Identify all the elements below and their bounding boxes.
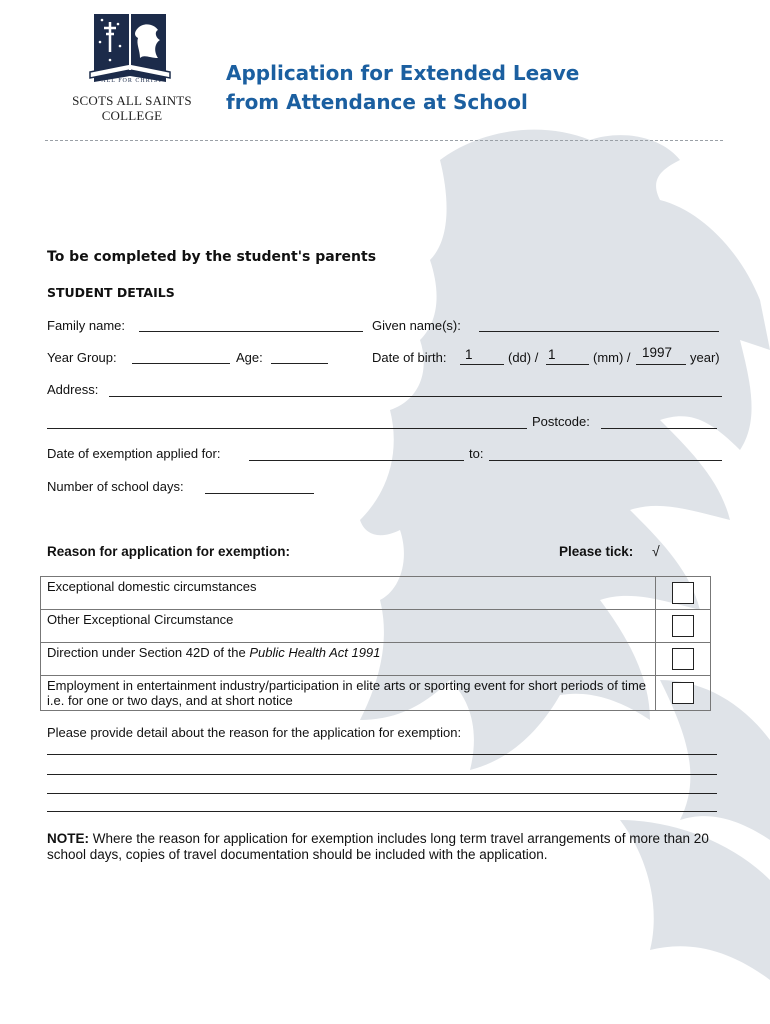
given-names-field[interactable]	[479, 331, 719, 332]
address-label: Address:	[47, 382, 99, 397]
reason-checkbox-cell	[656, 643, 711, 676]
school-days-label: Number of school days:	[47, 479, 184, 494]
reason-text: Exceptional domestic circumstances	[41, 577, 656, 610]
note-label: NOTE:	[47, 831, 89, 846]
dob-day-value: 1	[465, 347, 473, 362]
age-field[interactable]	[271, 363, 328, 364]
exemption-to-label: to:	[469, 446, 484, 461]
dob-month-suffix: (mm) /	[593, 350, 631, 365]
reason-row	[41, 643, 711, 676]
dob-year-suffix: year)	[690, 350, 720, 365]
lion-watermark-icon	[360, 120, 770, 1020]
postcode-label: Postcode:	[532, 414, 590, 429]
detail-field-line[interactable]	[47, 774, 717, 775]
reason-text-act: Public Health Act 1991	[249, 645, 381, 660]
tick-mark-icon: √	[652, 543, 660, 559]
dob-month-value: 1	[548, 347, 556, 362]
exemption-to-field[interactable]	[489, 460, 722, 461]
exemption-date-label: Date of exemption applied for:	[47, 446, 221, 461]
dob-day-suffix: (dd) /	[508, 350, 539, 365]
reasons-table	[40, 576, 711, 711]
dob-year-field[interactable]	[636, 364, 686, 365]
detail-label: Please provide detail about the reason for the application for exemption:	[47, 725, 462, 740]
dob-year-value: 1997	[642, 345, 673, 360]
year-group-field[interactable]	[132, 363, 230, 364]
reason-checkbox-cell	[656, 676, 711, 711]
reason-text	[41, 643, 656, 676]
postcode-field[interactable]	[601, 428, 717, 429]
domestic-circumstances-checkbox[interactable]	[672, 582, 694, 604]
detail-field-line[interactable]	[47, 811, 717, 812]
school-days-field[interactable]	[205, 493, 314, 494]
reason-row	[41, 610, 711, 643]
address-field-line2[interactable]	[47, 428, 527, 429]
travel-note	[47, 831, 737, 863]
reason-checkbox-cell	[656, 610, 711, 643]
note-text: Where the reason for application for exemption includes long term travel arrangements of more than 20 school days, copies of travel documentation should be included with the application.	[47, 831, 709, 862]
college-motto: ALL FOR CHRIST	[101, 78, 163, 84]
reason-checkbox-cell	[656, 577, 711, 610]
reason-row	[41, 577, 711, 610]
section-heading: To be completed by the student's parents	[47, 249, 377, 265]
detail-field-line[interactable]	[47, 793, 717, 794]
header-divider	[45, 140, 723, 141]
page-title	[226, 59, 626, 117]
reason-text: Other Exceptional Circumstance	[41, 610, 656, 643]
family-name-label: Family name:	[47, 318, 126, 333]
year-group-label: Year Group:	[47, 350, 117, 365]
detail-field-line[interactable]	[47, 754, 717, 755]
reason-text: Employment in entertainment industry/participation in elite arts or sporting event for short periods of time i.e. for one or two days, and at short notice	[41, 676, 656, 711]
dob-month-field[interactable]	[546, 364, 589, 365]
family-name-field[interactable]	[139, 331, 363, 332]
college-name-line1: SCOTS ALL SAINTS	[72, 93, 192, 108]
reason-row	[41, 676, 711, 711]
student-details-heading: STUDENT DETAILS	[47, 285, 175, 300]
please-tick-label: Please tick:	[559, 544, 634, 559]
other-circumstance-checkbox[interactable]	[672, 615, 694, 637]
reason-text-prefix: Direction under Section 42D of the	[47, 645, 250, 660]
college-name-line2: COLLEGE	[101, 108, 163, 123]
title-line1: Application for Extended Leave	[226, 61, 580, 85]
address-field[interactable]	[109, 396, 722, 397]
employment-event-checkbox[interactable]	[672, 682, 694, 704]
age-label: Age:	[236, 350, 263, 365]
title-line2: from Attendance at School	[226, 90, 528, 114]
dob-label: Date of birth:	[372, 350, 447, 365]
reasons-heading: Reason for application for exemption:	[47, 544, 291, 559]
given-names-label: Given name(s):	[372, 318, 461, 333]
dob-day-field[interactable]	[460, 364, 504, 365]
public-health-act-checkbox[interactable]	[672, 648, 694, 670]
exemption-from-field[interactable]	[249, 460, 464, 461]
